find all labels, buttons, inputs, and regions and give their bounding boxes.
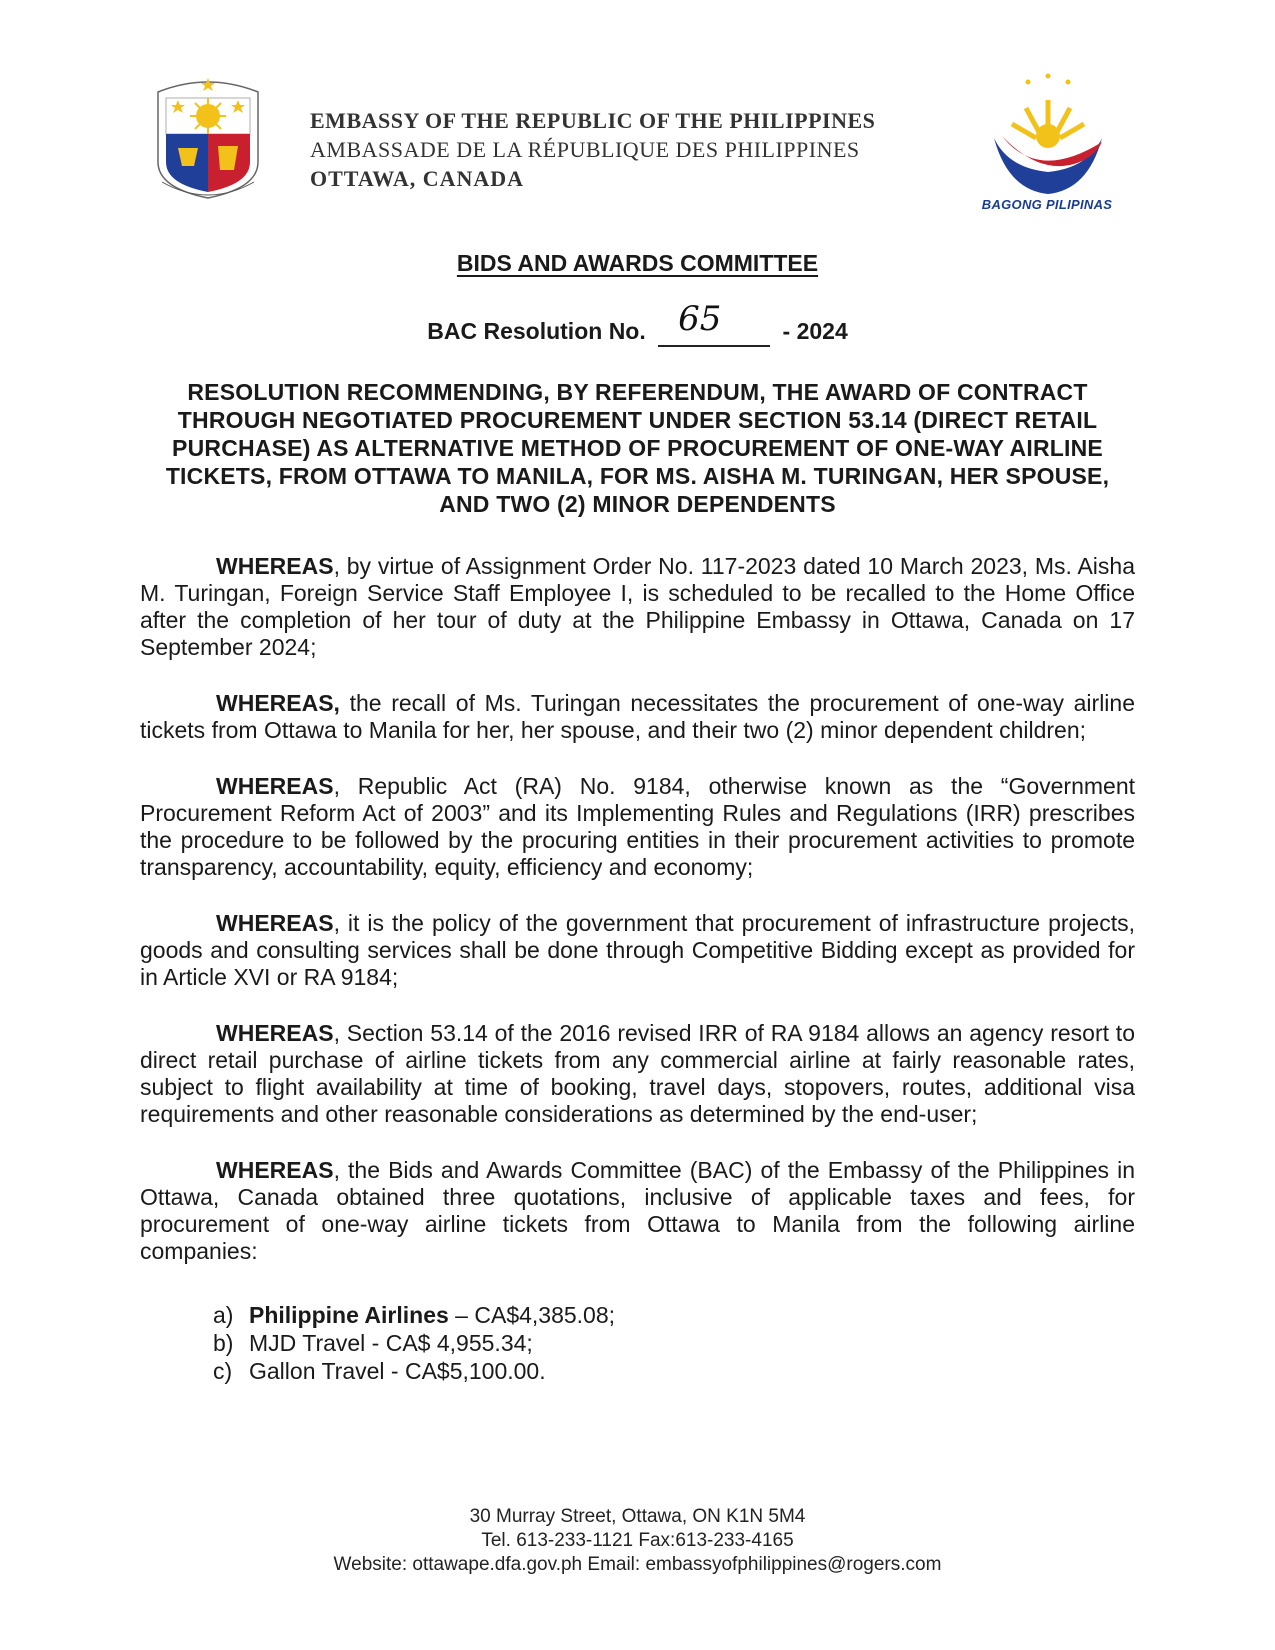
list-item: a) Philippine Airlines – CA$4,385.08; (213, 1302, 616, 1328)
handwritten-number: 65 (678, 299, 722, 339)
whereas-paragraph: WHEREAS, it is the policy of the government that procurement of infrastructure projects, goods and consulting services shall be done through Competitive Bidding except as provided for in Article XVI or RA 9184; (140, 910, 1135, 990)
footer-phones: Tel. 613-233-1121 Fax:613-233-4165 (481, 1530, 794, 1551)
list-item: b) MJD Travel - CA$ 4,955.34; (213, 1330, 533, 1356)
bagong-pilipinas-logo (978, 72, 1118, 212)
whereas-paragraph: WHEREAS, the Bids and Awards Committee (BAC) of the Embassy of the Philippines in Ottawa, Canada obtained three quotations, inclusive of applicable taxes and fees, for procurement of one-way airline tickets from Ottawa to Manila from the following airline companies: (140, 1157, 1135, 1264)
resolution-title: RESOLUTION RECOMMENDING, BY REFERENDUM, THE AWARD OF CONTRACT THROUGH NEGOTIATED PROCUREMENT UNDER SECTION 53.14 (DIRECT RETAIL PURCHASE) AS ALTERNATIVE METHOD OF PROCUREMENT OF ONE-WAY AIRLINE TICKETS, FROM OTTAWA TO MANILA, FOR MS. AISHA M. TURINGAN, HER SPOUSE, AND TWO (2) MINOR DEPENDENTS (165, 379, 1110, 517)
resolution-number-blank (658, 299, 770, 347)
committee-heading: BIDS AND AWARDS COMMITTEE (456, 250, 819, 276)
footer-contact: Website: ottawape.dfa.gov.ph Email: embassyofphilippines@rogers.com (333, 1554, 942, 1575)
resolution-number (0, 299, 1275, 347)
list-item: c) Gallon Travel - CA$5,100.00. (213, 1358, 546, 1384)
resolution-prefix: BAC Resolution No. (427, 318, 646, 344)
embassy-name-english: EMBASSY OF THE REPUBLIC OF THE PHILIPPINES (310, 108, 876, 133)
philippine-seal-logo (148, 70, 268, 210)
quotation-list (140, 1301, 1135, 1385)
page-footer (0, 1505, 1275, 1577)
resolution-body (140, 553, 1135, 1385)
bagong-pilipinas-label: BAGONG PILIPINAS (981, 197, 1113, 212)
whereas-paragraph: WHEREAS, Section 53.14 of the 2016 revised IRR of RA 9184 allows an agency resort to direct retail purchase of airline tickets from any commercial airline at fairly reasonable rates, subject to flight availability at time of booking, travel days, stopovers, routes, additional visa requirements and other reasonable considerations as determined by the end-user; (140, 1020, 1135, 1127)
whereas-paragraph: WHEREAS, the recall of Ms. Turingan necessitates the procurement of one-way airline tickets from Ottawa to Manila for her, her spouse, and their two (2) minor dependent children; (140, 690, 1135, 743)
whereas-paragraph: WHEREAS, by virtue of Assignment Order No. 117-2023 dated 10 March 2023, Ms. Aisha M. Turingan, Foreign Service Staff Employee I, is scheduled to be recalled to the Home Office after the completion of her tour of duty at the Philippine Embassy in Ottawa, Canada on 17 September 2024; (140, 553, 1135, 660)
embassy-header (310, 106, 875, 194)
embassy-location: OTTAWA, CANADA (310, 166, 525, 191)
whereas-paragraph: WHEREAS, Republic Act (RA) No. 9184, otherwise known as the “Government Procurement Reform Act of 2003” and its Implementing Rules and Regulations (IRR) prescribes the procedure to be followed by the procuring entities in their procurement activities to promote transparency, accountability, equity, efficiency and economy; (140, 773, 1135, 880)
footer-address: 30 Murray Street, Ottawa, ON K1N 5M4 (469, 1506, 806, 1527)
embassy-name-french: AMBASSADE DE LA RÉPUBLIQUE DES PHILIPPINES (310, 137, 860, 162)
resolution-year: - 2024 (782, 318, 848, 344)
